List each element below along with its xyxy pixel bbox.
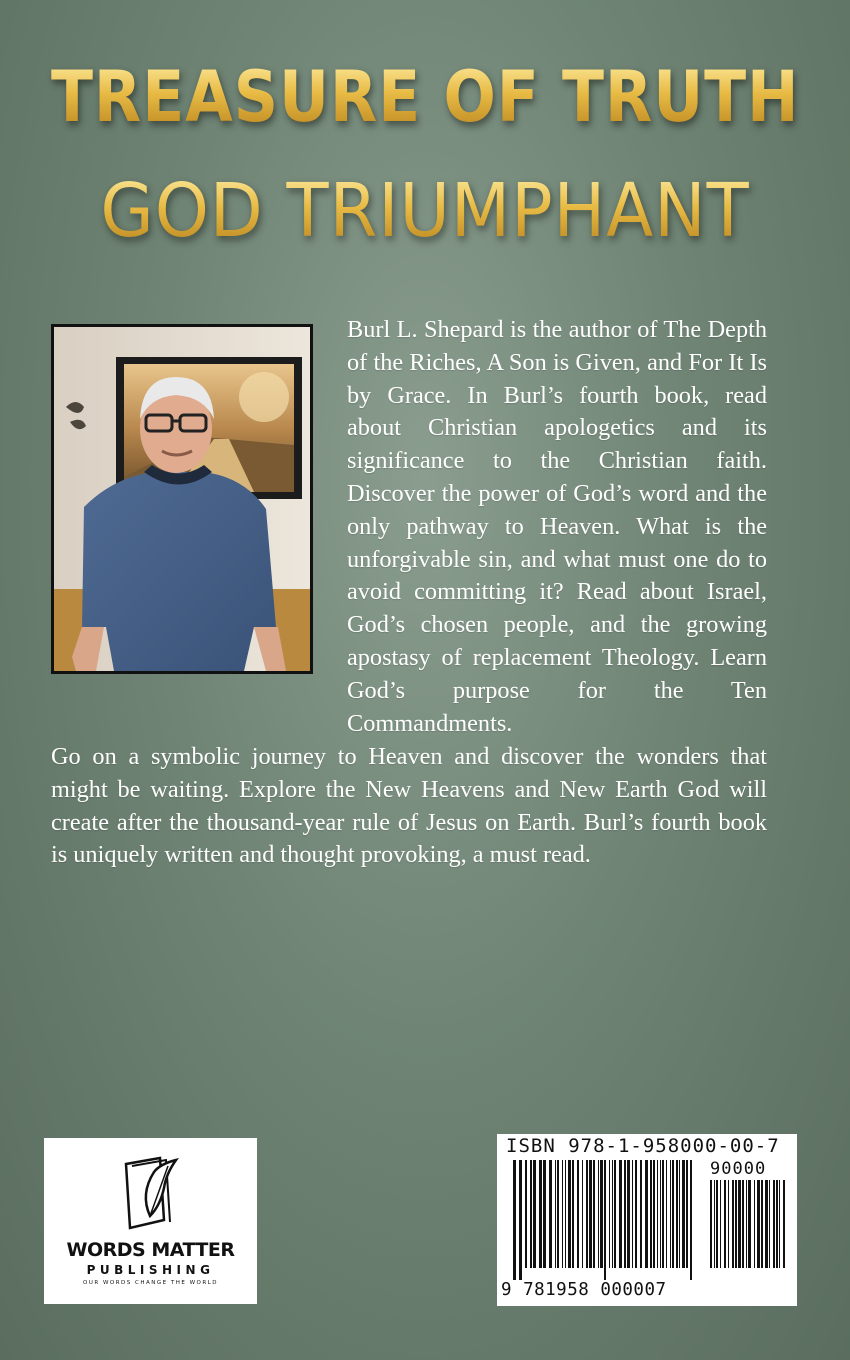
quill-book-logo-icon xyxy=(120,1154,182,1234)
barcode-bar xyxy=(769,1180,770,1268)
barcode-bar xyxy=(720,1180,721,1268)
barcode-bar xyxy=(748,1180,751,1268)
description-paragraph-1: Burl L. Shepard is the author of The Depth of the Riches, A Son is Given, and For It Is by Grace. In Burl’s fourth book, read about Christian apologetics and its significance to the Christian faith. Discover the power of God’s word and the only pathway to Heaven. What is the unforgivable sin, and what must one do to avoid committing it? Read about Israel, God’s chosen people, and the growing apostasy of replacement Theology. Learn God’s purpose for the Ten Commandments. xyxy=(347,316,767,737)
barcode-bar xyxy=(662,1160,664,1268)
barcode-bar xyxy=(728,1180,729,1268)
barcode-bar xyxy=(598,1160,599,1268)
barcode-bar xyxy=(586,1160,588,1268)
isbn-label: ISBN 978-1-958000-00-7 xyxy=(506,1135,780,1157)
barcode-bar xyxy=(645,1160,648,1268)
barcode-bar xyxy=(735,1180,737,1268)
barcode-bar xyxy=(572,1160,574,1268)
barcode-bar xyxy=(776,1180,778,1268)
barcode-bar xyxy=(614,1160,616,1268)
barcode-bar xyxy=(765,1180,768,1268)
barcode-bar xyxy=(549,1160,552,1268)
isbn-barcode xyxy=(497,1134,797,1306)
barcode-bar xyxy=(650,1160,652,1268)
barcode-bar xyxy=(742,1180,744,1268)
barcode-bar xyxy=(779,1180,780,1268)
barcode-bar xyxy=(660,1160,661,1268)
barcode-addon-bars-icon xyxy=(710,1180,788,1280)
barcode-bar xyxy=(679,1160,680,1268)
barcode-bar xyxy=(714,1180,715,1268)
barcode-bar xyxy=(530,1160,532,1268)
barcode-bar xyxy=(557,1160,559,1268)
barcode-bar xyxy=(635,1160,637,1268)
title-line-1: TREASURE OF TRUTH xyxy=(51,56,800,138)
barcode-number: 9 781958 000007 xyxy=(501,1280,667,1300)
barcode-bar xyxy=(738,1180,741,1268)
barcode-bar xyxy=(562,1160,563,1268)
publisher-subname: PUBLISHING xyxy=(86,1263,215,1277)
barcode-bar xyxy=(657,1160,658,1268)
barcode-bar xyxy=(525,1160,527,1268)
barcode-bar xyxy=(757,1180,760,1268)
barcode-bar xyxy=(682,1160,685,1268)
barcode-bar xyxy=(568,1160,571,1268)
barcode-bar xyxy=(783,1180,785,1268)
publisher-name: WORDS MATTER xyxy=(66,1239,235,1261)
barcode-bar xyxy=(543,1160,546,1268)
barcode-bar xyxy=(600,1160,603,1268)
barcode-bar xyxy=(761,1180,763,1268)
barcode-bar xyxy=(724,1180,726,1268)
barcode-bars-icon xyxy=(513,1160,697,1280)
barcode-bar xyxy=(539,1160,542,1268)
barcode-bar xyxy=(773,1180,775,1268)
description-paragraph-2: Go on a symbolic journey to Heaven and discover the wonders that might be waiting. Explore the New Heavens and New Earth God will create after the thousand-year rule of Jesus on Earth. Burl’s fourth book is uniquely written and thought provoking, a must read. xyxy=(51,743,767,869)
barcode-bar xyxy=(577,1160,579,1268)
barcode-bar xyxy=(519,1160,522,1280)
barcode-bar xyxy=(746,1180,747,1268)
barcode-bar xyxy=(672,1160,674,1268)
publisher-logo xyxy=(44,1138,257,1304)
barcode-bar xyxy=(593,1160,595,1268)
barcode-bar xyxy=(533,1160,536,1268)
barcode-bar xyxy=(582,1160,583,1268)
publisher-tagline: OUR WORDS CHANGE THE WORLD xyxy=(83,1280,218,1286)
barcode-bar xyxy=(565,1160,566,1268)
barcode-bar xyxy=(612,1160,613,1268)
barcode-bar xyxy=(609,1160,610,1268)
barcode-bar xyxy=(690,1160,692,1280)
author-portrait-icon xyxy=(54,327,310,671)
barcode-bar xyxy=(627,1160,630,1268)
barcode-bar xyxy=(676,1160,678,1268)
barcode-bar xyxy=(619,1160,622,1268)
barcode-bar xyxy=(632,1160,633,1268)
barcode-bar xyxy=(640,1160,642,1268)
barcode-bar xyxy=(686,1160,688,1268)
barcode-bar xyxy=(754,1180,755,1268)
barcode-bar xyxy=(732,1180,734,1268)
barcode-bar xyxy=(653,1160,655,1268)
barcode-bar xyxy=(716,1180,718,1268)
barcode-bar xyxy=(513,1160,516,1280)
barcode-bar xyxy=(624,1160,626,1268)
barcode-bar xyxy=(710,1180,712,1268)
barcode-bar xyxy=(604,1160,606,1280)
price-code: 90000 xyxy=(710,1159,767,1179)
author-photo xyxy=(51,324,313,674)
barcode-bar xyxy=(670,1160,671,1268)
barcode-bar xyxy=(666,1160,667,1268)
barcode-bar xyxy=(589,1160,592,1268)
barcode-bar xyxy=(555,1160,556,1268)
title-line-2: GOD TRIUMPHANT xyxy=(30,168,821,254)
